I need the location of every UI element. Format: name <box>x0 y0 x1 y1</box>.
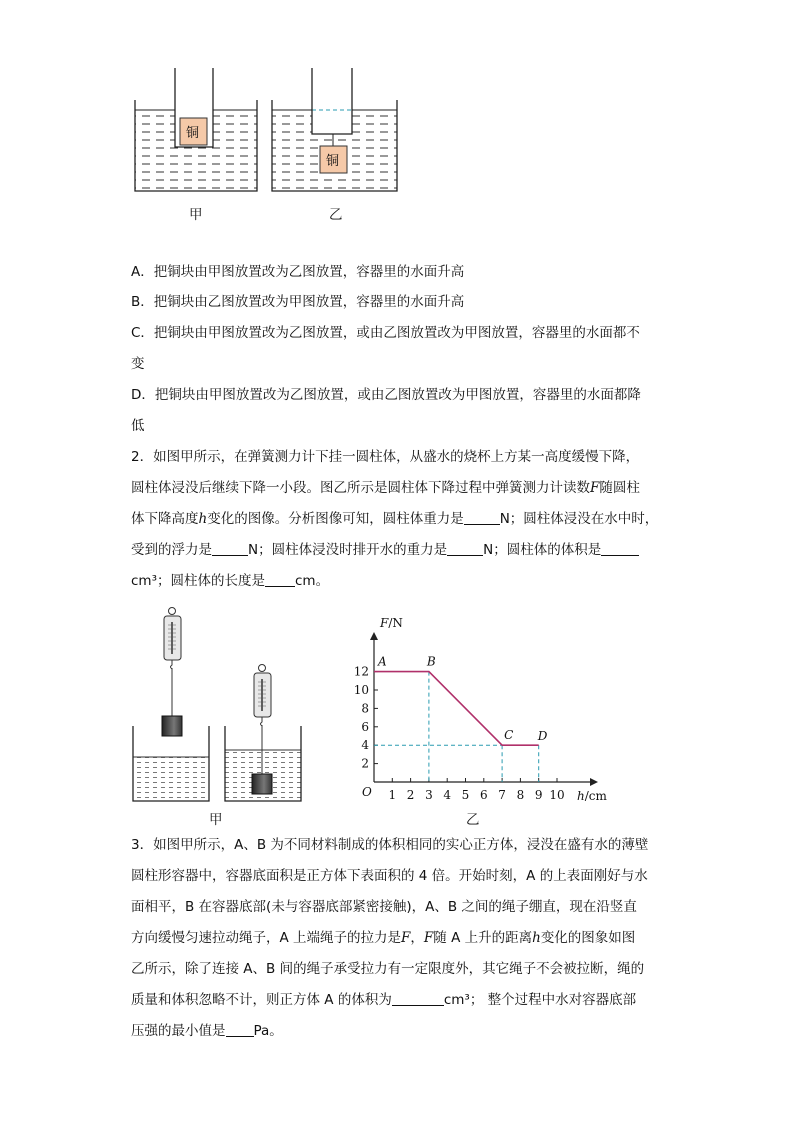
y-tick-label: 4 <box>361 738 369 753</box>
q3-line4-c: 随 A 上升的距离 <box>433 930 533 946</box>
blank-weight[interactable] <box>464 510 500 525</box>
q3-line7-b: Pa。 <box>253 1023 283 1039</box>
var-h-2: h <box>532 930 541 946</box>
q2-line3-a: 体下降高度 <box>131 511 199 527</box>
x-tick-label: 10 <box>549 788 565 802</box>
q3-line7-a: 压强的最小值是 <box>131 1023 226 1039</box>
blank-buoyancy[interactable] <box>212 541 248 556</box>
blank-displaced-weight[interactable] <box>447 541 483 556</box>
spring-scale-left <box>162 608 182 737</box>
blank-volume[interactable] <box>601 541 639 556</box>
blank-length[interactable] <box>265 572 295 587</box>
q3-line3: 面相平，B 在容器底部(未与容器底部紧密接触)，A、B 之间的绳子绷直，现在沿竖直 <box>131 899 637 915</box>
point-label-d: D <box>537 729 548 744</box>
q3-line7 <box>131 1021 663 1042</box>
blank-min-pressure[interactable] <box>226 1022 254 1037</box>
q2-line4-b: N；圆柱体浸没时排开水的重力是 <box>248 542 448 558</box>
x-axis-label <box>577 789 607 803</box>
y-tick-label: 12 <box>353 664 369 679</box>
q2-line4-c: N；圆柱体的体积是 <box>483 542 602 558</box>
q2-line5-a: cm³；圆柱体的长度是 <box>131 573 265 589</box>
q2-line1: 2．如图甲所示，在弹簧测力计下挂一圆柱体，从盛水的烧杯上方某一高度缓慢下降， <box>131 449 640 465</box>
container-yi <box>272 68 397 191</box>
q2-line3-b: 变化的图像。分析图像可知，圆柱体重力是 <box>207 511 464 527</box>
q3-line6 <box>131 990 663 1011</box>
figure2-caption-jia: 甲 <box>209 812 223 828</box>
x-tick-label: 9 <box>534 788 543 802</box>
y-tick-label: 8 <box>361 701 369 716</box>
var-f: F <box>590 480 600 496</box>
figure1-caption-yi: 乙 <box>329 207 343 223</box>
option-c-line1: C．把铜块由甲图放置改为乙图放置，或由乙图放置改为甲图放置，容器里的水面都不 <box>131 325 640 341</box>
q2-line4-a: 受到的浮力是 <box>131 542 212 558</box>
option-d-line1: D．把铜块由甲图放置改为乙图放置，或由乙图放置改为甲图放置，容器里的水面都降 <box>131 387 641 403</box>
q2-line2-text: 圆柱体浸没后继续下降一小段。图乙所示是圆柱体下降过程中弹簧测力计读数 <box>131 480 590 496</box>
var-f-1: F <box>401 930 411 946</box>
x-axis-arrow <box>590 778 598 786</box>
q2-line5-b: cm。 <box>295 573 330 589</box>
option-d-line2: 低 <box>131 418 145 434</box>
y-axis-arrow <box>370 632 378 640</box>
x-axis-var: h <box>577 789 585 803</box>
spring-scale-right <box>254 665 271 775</box>
y-tick-label: 10 <box>353 683 369 697</box>
q2-line5 <box>131 571 663 592</box>
force-line <box>374 672 539 746</box>
q3-line4-a: 方向缓慢匀速拉动绳子，A 上端绳子的拉力是 <box>131 930 402 946</box>
beaker-right <box>225 726 301 801</box>
figure1-caption-jia: 甲 <box>189 207 203 223</box>
point-label-a: A <box>378 654 387 669</box>
x-axis-unit: /cm <box>584 789 607 803</box>
copper-label-jia: 铜 <box>186 126 200 141</box>
copper-label-yi: 铜 <box>326 154 340 169</box>
q2-line3 <box>131 509 663 530</box>
point-label-c: C <box>504 728 514 743</box>
x-tick-label: 4 <box>443 788 452 802</box>
beaker-left <box>133 726 209 801</box>
var-f-2: F <box>423 930 434 946</box>
figure1-containers <box>0 0 794 230</box>
q3-line1: 3．如图甲所示，A、B 为不同材料制成的体积相同的实心正方体，浸没在盛有水的薄壁 <box>131 837 649 853</box>
x-tick-label: 1 <box>388 788 397 802</box>
figure2-caption-yi: 乙 <box>466 812 480 828</box>
blank-volume-a[interactable] <box>392 991 444 1006</box>
option-c-line2: 变 <box>131 356 145 372</box>
q2-line2 <box>131 478 663 499</box>
y-tick-label: 6 <box>361 719 369 734</box>
x-tick-label: 6 <box>479 788 488 802</box>
q3-line5: 乙所示，除了连接 A、B 间的绳子承受拉力有一定限度外，其它绳子不会被拉断，绳的 <box>131 961 645 977</box>
q3-line6-b: cm³； 整个过程中水对容器底部 <box>443 992 637 1008</box>
q3-line2: 圆柱形容器中，容器底面积是正方体下表面积的 4 倍。开始时刻，A 的上表面刚好与水 <box>131 868 648 884</box>
y-axis-label <box>379 616 403 630</box>
option-a: A．把铜块由甲图放置改为乙图放置，容器里的水面升高 <box>131 264 465 280</box>
origin-label: O <box>362 785 372 799</box>
q2-line3-c: N；圆柱体浸没在水中时， <box>499 511 659 527</box>
option-b: B．把铜块由乙图放置改为甲图放置，容器里的水面升高 <box>131 294 465 310</box>
q2-line4 <box>131 540 663 561</box>
point-label-b: B <box>426 654 436 669</box>
y-axis-unit: /N <box>388 616 403 630</box>
y-axis-var: F <box>380 616 389 630</box>
y-tick-label: 2 <box>361 756 369 771</box>
q3-line6-a: 质量和体积忽略不计，则正方体 A 的体积为 <box>131 992 392 1008</box>
x-tick-label: 8 <box>516 788 525 802</box>
q2-line2-end: 随圆柱 <box>599 480 640 496</box>
x-tick-label: 7 <box>498 788 506 802</box>
q3-line4-b: ， <box>410 930 424 946</box>
x-tick-label: 5 <box>461 788 470 802</box>
x-tick-label: 2 <box>406 788 415 802</box>
q3-line4 <box>131 928 663 949</box>
x-tick-label: 3 <box>425 788 433 802</box>
q3-line4-d: 变化的图象如图 <box>540 930 636 946</box>
var-h: h <box>198 511 208 527</box>
